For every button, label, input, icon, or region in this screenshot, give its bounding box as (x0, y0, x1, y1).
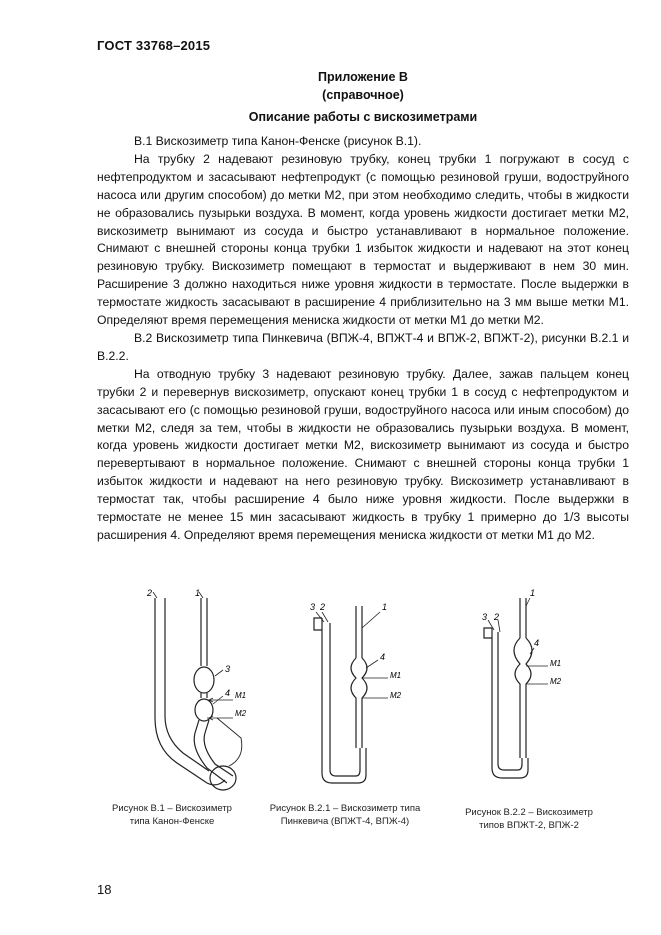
caption-line: Рисунок В.2.2 – Вискозиметр (465, 807, 593, 818)
paragraph: На отводную трубку 3 надевают резиновую трубку. Далее, зажав пальцем конец трубки 2 и перевернув вискозиметр, опускают конец трубки 1 в сосуд с нефтепродуктом и засасывают его (с помощью резиновой груши, водоструйного насоса или иным способом) до метки M2, следя за тем, чтобы в жидкости не образовались пузырьки воздуха. В момент, когда уровень жидкости достигает метки M2, вискозиметр вынимают из сосуда и быстро перевертывают в нормальное положение. Снимают с внешней стороны конца трубки 1 избыток жидкости и надевают на него резиновую трубку. Вискозиметр устанавливают в термостат так, чтобы расширение 4 было ниже уровня жидкости. После выдержки в термостате не менее 15 мин засасывают жидкость в трубку 1 примерно до 1/3 высоты расширения 4. Определяют время перемещения мениска жидкости от метки M1 до M2. (97, 366, 629, 542)
label-mark-m2: M2 (390, 691, 402, 700)
label-tube-2: 2 (494, 612, 500, 622)
body-text (97, 133, 629, 545)
caption-line: типов ВПЖТ-2, ВПЖ-2 (479, 820, 579, 831)
label-expansion-4: 4 (225, 688, 231, 698)
label-expansion-3: 3 (225, 664, 231, 674)
paragraph: На трубку 2 надевают резиновую трубку, конец трубки 1 погружают в сосуд с нефтепродуктом и засасывают нефтепродукт (с помощью резиновой груши, водоструйного насоса или другим способом) до метки M2, при этом необходимо следить, чтобы в жидкости не образовались пузырьки воздуха. В момент, когда уровень жидкости достигает метки M2, вискозиметр вынимают из сосуда и быстро устанавливают в нормальное положение. Снимают с внешней стороны конца трубки 1 избыток жидкости и надевают на этот конец резиновую трубку. Вискозиметр помещают в термостат и выдерживают в нем 30 мин. Расширение 3 должно находиться ниже уровня жидкости в термостате. После выдержки в термостате жидкость засасывают в расширение 4 приблизительно на 3 мм выше метки M1. Определяют время перемещения мениска жидкости от метки M1 до метки M2. (97, 151, 629, 328)
cannon-fenske-viscometer-drawing (137, 588, 257, 798)
appendix-title: Приложение В (318, 70, 408, 84)
caption-line: Пинкевича (ВПЖТ-4, ВПЖ-4) (280, 816, 410, 827)
appendix-heading: Описание работы с вискозиметрами (248, 110, 478, 124)
caption-line: типа Канон-Фенске (129, 816, 215, 827)
figures-area (97, 588, 629, 838)
label-tube-1: 1 (382, 602, 388, 612)
label-mark-m2: M2 (550, 677, 562, 686)
label-tube-1: 1 (530, 588, 536, 598)
label-tube-3: 3 (310, 602, 316, 612)
label-tube-2: 2 (320, 602, 326, 612)
label-tube-1: 1 (195, 588, 201, 598)
label-expansion-4: 4 (380, 652, 386, 662)
paragraph: В.2 Вискозиметр типа Пинкевича (ВПЖ-4, ВПЖТ-4 и ВПЖ-2, ВПЖТ-2), рисунки В.2.1 и В.2.2. (97, 330, 629, 363)
label-mark-m1: M1 (550, 659, 562, 668)
figure-caption (255, 802, 435, 828)
document-header: ГОСТ 33768–2015 (97, 38, 211, 53)
caption-line: Рисунок В.2.1 – Вискозиметр типа (269, 803, 421, 814)
label-tube-2: 2 (147, 588, 153, 598)
pinkevich-vpzht2-viscometer-drawing (472, 588, 592, 788)
caption-line: Рисунок В.1 – Вискозиметр (112, 803, 232, 814)
page-number: 18 (97, 882, 112, 897)
label-tube-3: 3 (482, 612, 488, 622)
label-mark-m2: M2 (235, 709, 247, 718)
appendix-subtitle: (справочное) (322, 88, 404, 102)
pinkevich-vpzht4-viscometer-drawing (302, 598, 422, 788)
label-mark-m1: M1 (235, 691, 247, 700)
label-expansion-4: 4 (534, 638, 540, 648)
figure-caption (97, 802, 247, 828)
label-mark-m1: M1 (390, 671, 402, 680)
figure-caption (449, 806, 609, 832)
paragraph: В.1 Вискозиметр типа Канон-Фенске (рисунок В.1). (134, 134, 422, 148)
